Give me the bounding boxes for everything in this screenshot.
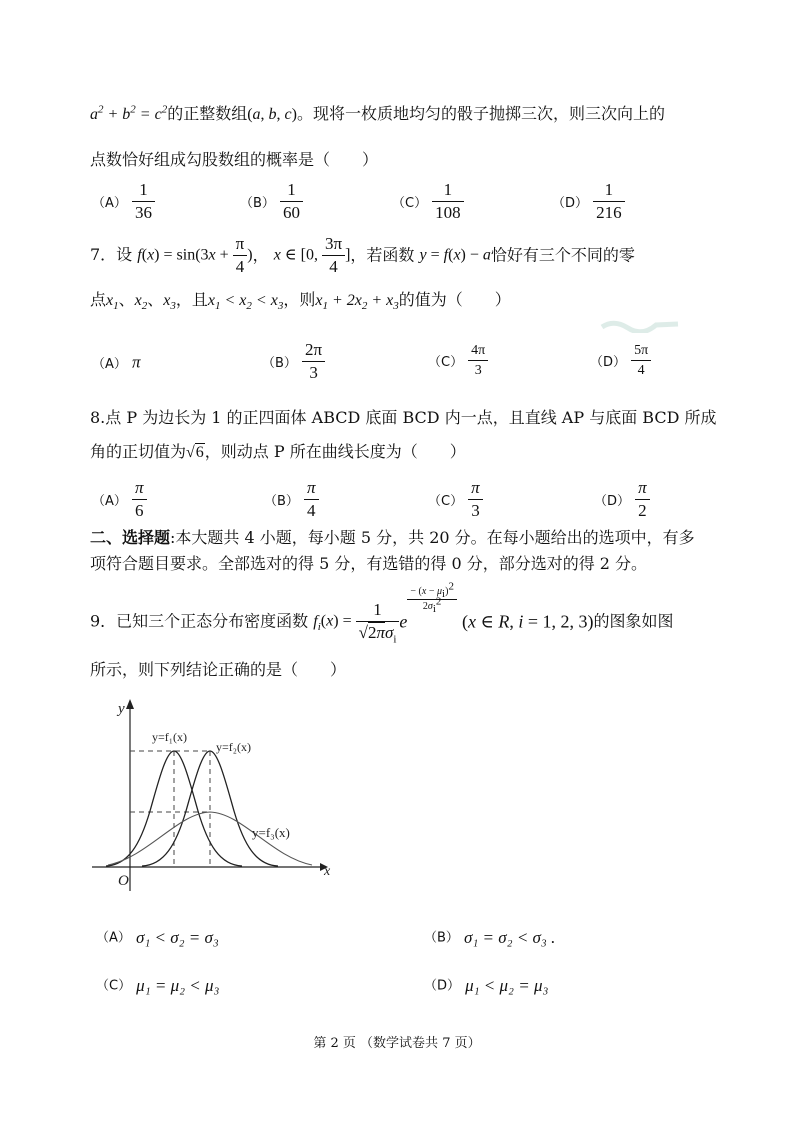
- q9-line1-b: 的图象如图: [593, 611, 674, 631]
- q9-option-d: [424, 976, 548, 997]
- pythagorean-equation: $a^2 + b^2 = c^2$: [90, 103, 168, 123]
- option-label: （B）: [262, 356, 297, 371]
- option-label: （A）: [96, 930, 131, 946]
- q8-option-a: [92, 478, 147, 521]
- density-coefficient: $\frac{1}{√2\pi\sigma_i}$: [356, 600, 400, 643]
- q7-line1: 7．设 f(x) = sin(3x + $\frac{\pi}{4}$ )， x ∈ [0, $\frac{3\pi}{4}$ ]，若函数 y = f(x) − a恰好有三个不同的零: [90, 234, 635, 276]
- q6-option-a: [92, 180, 155, 223]
- q6-line1: [90, 104, 665, 125]
- q7-line2-a: 点: [90, 290, 107, 309]
- three-pi-over-4: $\frac{3\pi}{4}$: [322, 234, 345, 277]
- q6-line2: 点数恰好组成勾股数组的概率是（ ）: [90, 150, 379, 169]
- q6-option-c: [392, 180, 464, 223]
- q8-line2-a: 角的正切值为: [90, 442, 187, 461]
- q9-option-c: [96, 976, 219, 997]
- q9-line1-a: 9．已知三个正态分布密度函数: [90, 611, 309, 631]
- page-footer: 第 2 页 （数学试卷共 7 页）: [313, 1036, 481, 1051]
- origin-label: O: [118, 873, 129, 889]
- q8-line1: 8.点 P 为边长为 1 的正四面体 ABCD 底面 BCD 内一点，且直线 AP 与底面 BCD 所成: [90, 408, 717, 427]
- option-fraction: $\frac{\pi}{6}$: [132, 478, 147, 521]
- option-fraction: $\frac{\pi}{3}$: [468, 478, 483, 521]
- option-label: （D）: [590, 355, 627, 370]
- option-label: （C）: [392, 196, 428, 211]
- option-label: （A）: [92, 357, 127, 372]
- watermark-smudge: [600, 318, 680, 332]
- q8-option-d: [594, 478, 650, 521]
- curve-f3-label: y=f₃(x): [252, 825, 290, 840]
- option-fraction: $\frac{1}{36}$: [132, 180, 155, 223]
- q9-option-b: [424, 928, 555, 949]
- density-exponent: $\frac{- (x - \mu_i)^2}{2\sigma_i^2}$: [407, 586, 457, 613]
- density-condition: (x ∈ R, i = 1, 2, 3): [462, 611, 594, 632]
- q9-option-a: [96, 928, 219, 949]
- q8-option-c: [428, 478, 483, 521]
- q7-option-d: [590, 342, 651, 379]
- q7-number: 7．设: [90, 245, 133, 264]
- q7-line2-d: 的值为（ ）: [398, 290, 511, 309]
- option-label: （C）: [428, 355, 464, 370]
- zeros-sum: $x_1 + 2x_2 + x_3$: [315, 292, 399, 313]
- option-value: π: [132, 352, 141, 372]
- option-label: （B）: [264, 494, 299, 509]
- zeros-order: $x_1 < x_2 < x_3$: [207, 292, 284, 313]
- option-fraction: $\frac{1}{108}$: [432, 180, 464, 223]
- option-expr: μ₁ < μ₂ = μ₃: [465, 976, 549, 995]
- option-fraction: $\frac{5\pi}{4}$: [631, 342, 651, 379]
- q7-line2-c: ，则: [283, 290, 316, 309]
- q7-function-def: f: [137, 246, 142, 264]
- q9-line1: 9．已知三个正态分布密度函数 $f_i(x)$ = $\frac{1}{√2\pi\sigma_i}$ e $\frac{- (x - \mu_i)^2}{2\sigma_i^2}$ (x ∈ R, i = 1, 2, 3)的图象如图: [90, 580, 674, 646]
- q7-option-b: [262, 340, 325, 383]
- y-axis-arrow: [126, 699, 134, 709]
- option-label: （D）: [424, 978, 461, 994]
- option-expr: μ₁ = μ₂ < μ₃: [136, 976, 220, 995]
- option-fraction: $\frac{\pi}{4}$: [304, 478, 319, 521]
- option-fraction: $\frac{1}{60}$: [280, 180, 303, 223]
- option-fraction: $\frac{4\pi}{3}$: [468, 342, 488, 379]
- y-axis-label: y: [118, 701, 125, 717]
- option-fraction: $\frac{1}{216}$: [593, 180, 625, 223]
- q9-line2: 所示，则下列结论正确的是（ ）: [90, 660, 347, 679]
- q6-option-d: [552, 180, 625, 223]
- q7-text1: ，若函数: [350, 245, 415, 265]
- curve-f1-label: y=f₁(x): [152, 730, 187, 744]
- q6-option-b: [240, 180, 303, 223]
- q7-y-expr: y: [419, 246, 427, 264]
- curve-f2-label: y=f₂(x): [216, 740, 251, 754]
- q8-line2: [90, 442, 466, 463]
- q7-text2: 恰好有三个不同的零: [490, 245, 635, 265]
- q7-option-a: [92, 352, 141, 373]
- option-label: （D）: [552, 196, 589, 211]
- normal-curves-graph: [88, 695, 350, 895]
- option-label: （C）: [96, 978, 132, 994]
- option-label: （A）: [92, 196, 127, 211]
- pi-over-4: $\frac{\pi}{4}$: [233, 234, 248, 277]
- option-expr: σ₁ = σ₂ < σ₃ .: [464, 928, 556, 947]
- option-label: （D）: [594, 494, 631, 509]
- option-expr: σ₁ < σ₂ = σ₃: [136, 928, 219, 947]
- section2-line2: 项符合题目要求。全部选对的得 5 分，有选错的得 0 分，部分选对的得 2 分。: [90, 554, 648, 573]
- option-label: （B）: [424, 930, 459, 946]
- q7-line2-b: ，且: [175, 290, 208, 309]
- q8-line2-b: ，则动点 P 所在曲线长度为（ ）: [204, 442, 466, 461]
- q7-option-c: [428, 342, 488, 379]
- zeros-list: $x_1$: [106, 292, 119, 313]
- sqrt-six: √6: [186, 444, 204, 461]
- section-desc-1: :本大题共 4 小题，每小题 5 分，共 20 分。在每小题给出的选项中，有多: [170, 528, 695, 547]
- section2-line1: [90, 528, 695, 548]
- option-label: （A）: [92, 494, 127, 509]
- option-fraction: $\frac{2\pi}{3}$: [302, 340, 325, 383]
- density-exponential: e: [399, 611, 408, 632]
- option-label: （C）: [428, 494, 464, 509]
- q8-option-b: [264, 478, 319, 521]
- option-fraction: $\frac{\pi}{2}$: [635, 478, 650, 521]
- q7-line2: 点$x_1$、$x_2$、$x_3$，且$x_1 < x_2 < x_3$，则$x_1 + 2x_2 + x_3$的值为（ ）: [90, 290, 511, 313]
- smudge-graphic: [600, 319, 680, 333]
- q6-line1-tail: 。现将一枚质地均匀的骰子抛掷三次，则三次向上的: [296, 104, 665, 123]
- option-label: （B）: [240, 196, 275, 211]
- x-axis-label: x: [324, 864, 331, 879]
- q7-domain: x: [273, 246, 281, 264]
- section-heading: 二、选择题: [90, 528, 171, 547]
- density-function: $f_i$: [313, 612, 321, 633]
- q6-line1-mid: 的正整数组: [167, 104, 248, 123]
- triple-notation: (a, b, c): [247, 106, 297, 123]
